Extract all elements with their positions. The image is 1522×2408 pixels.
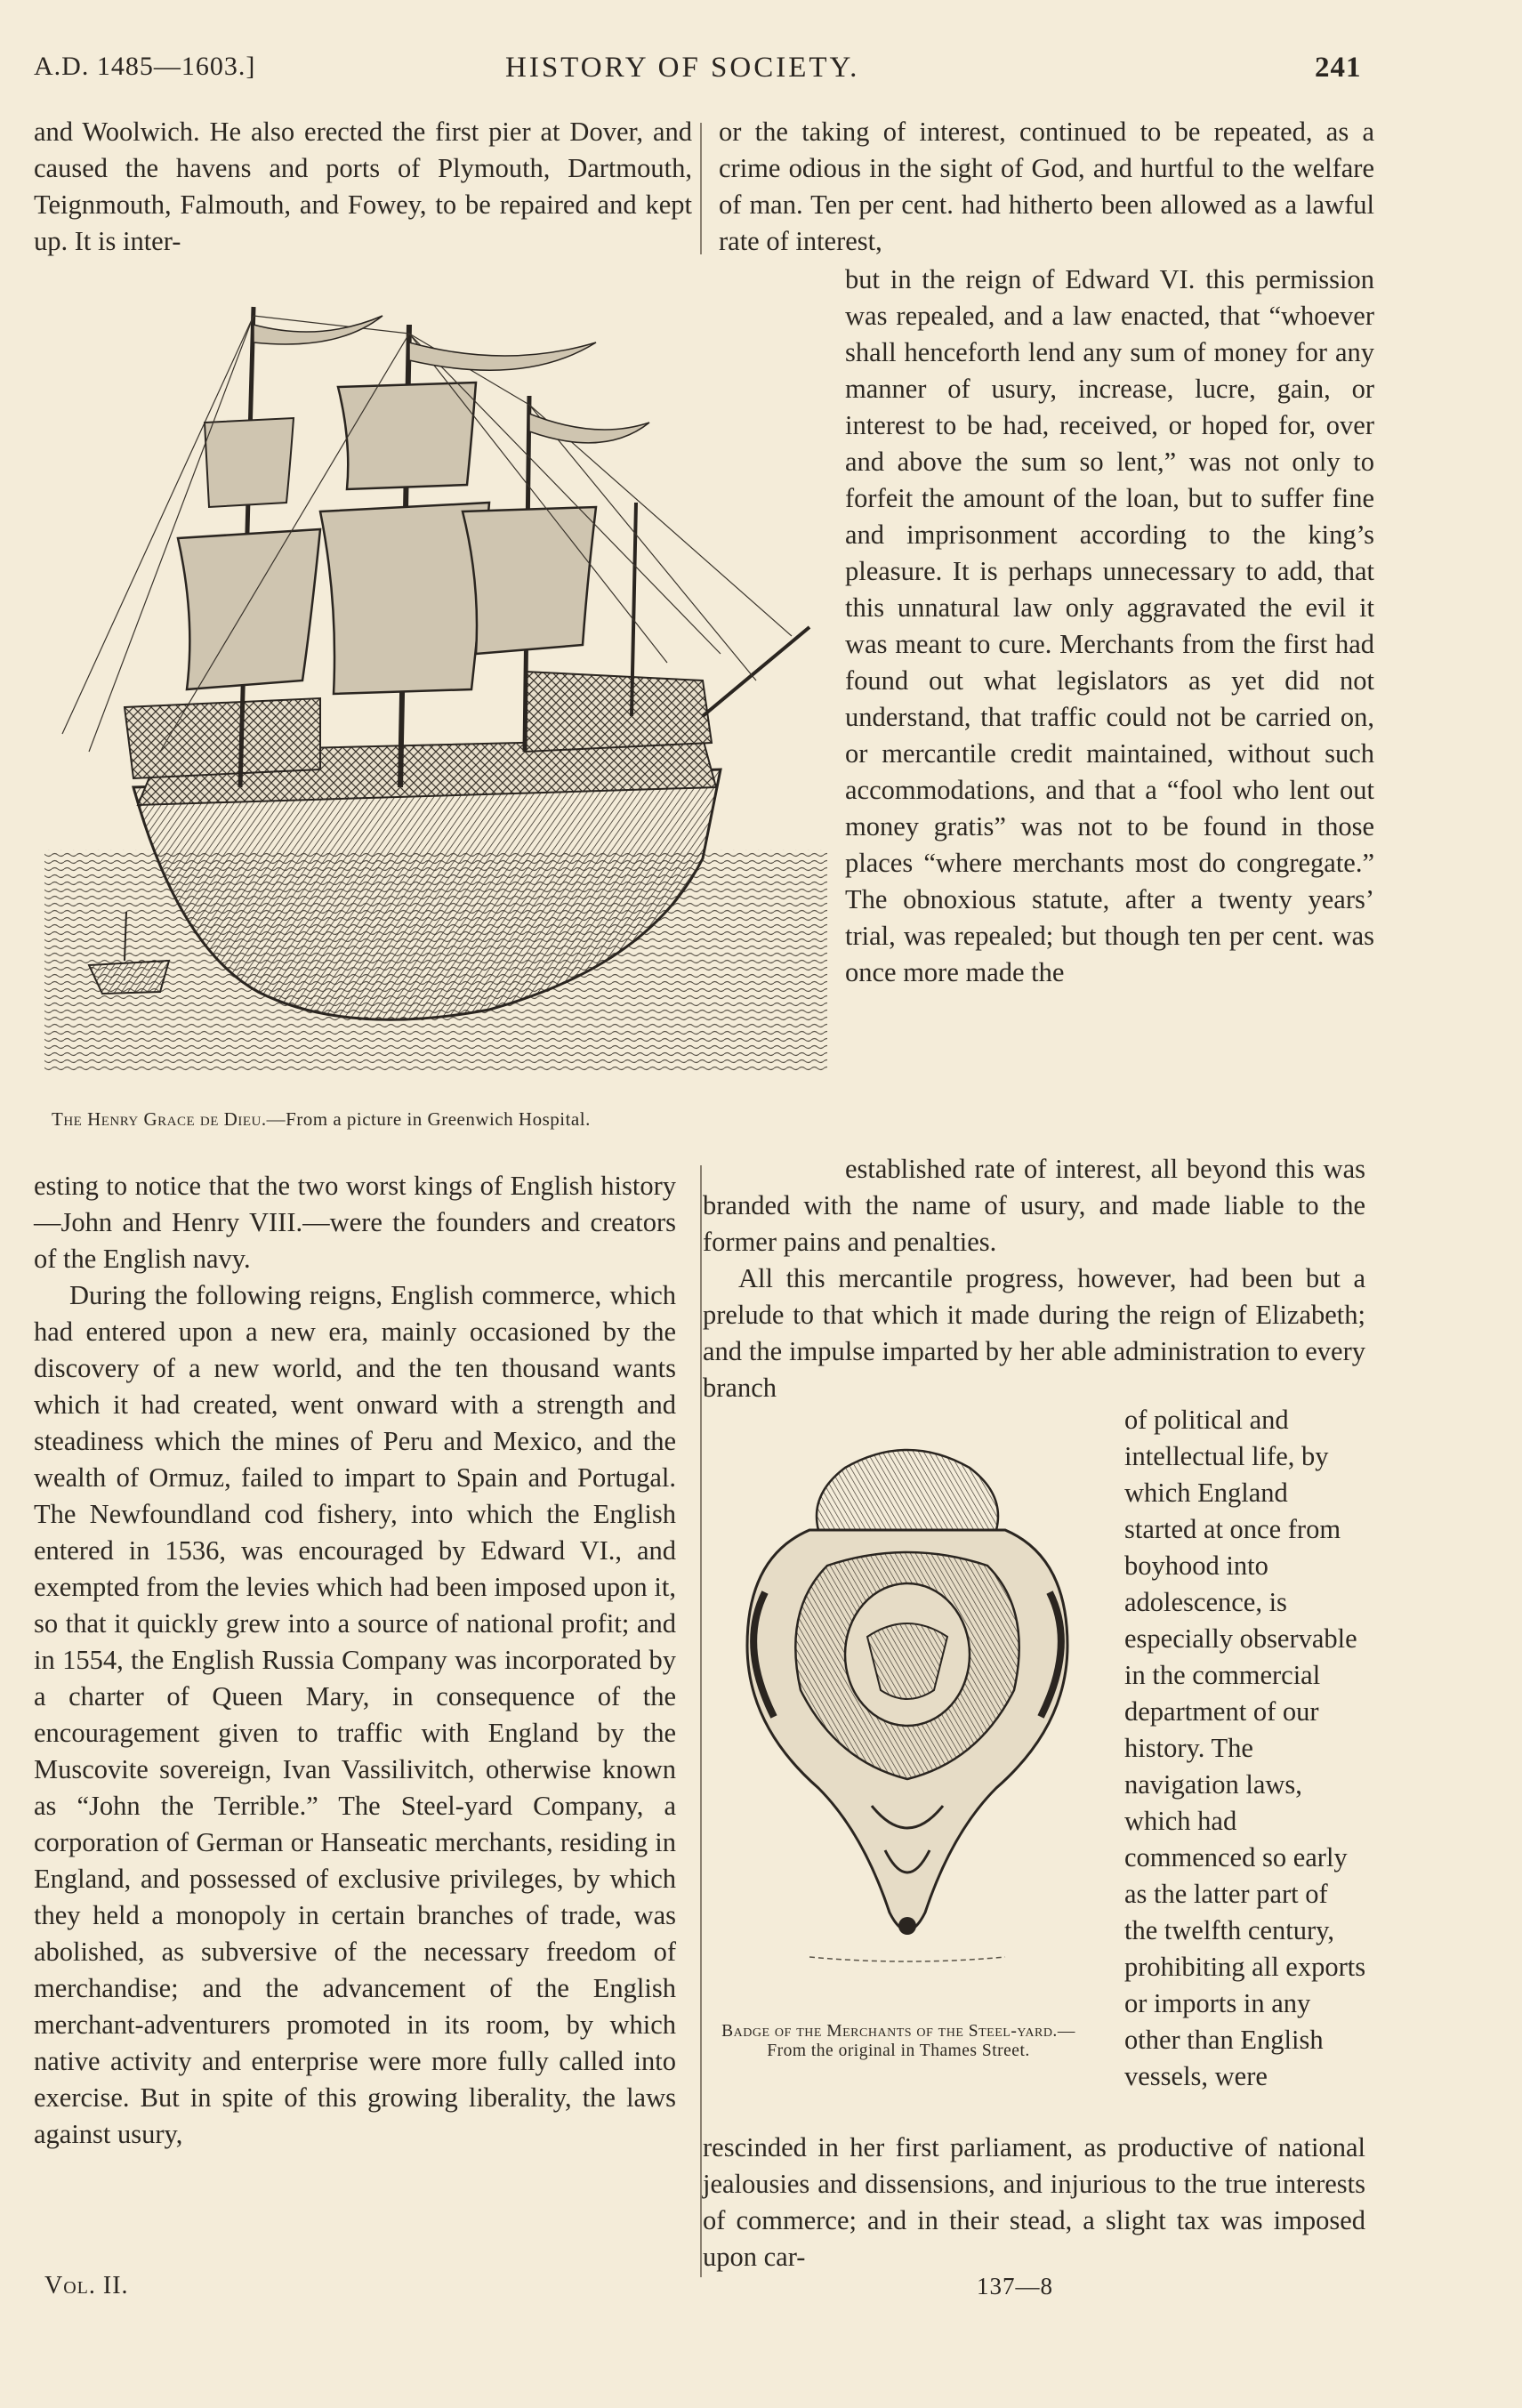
badge-caption-title: Badge of the Merchants of the Steel-yard. <box>721 2022 1058 2041</box>
right-column-bottom-text <box>703 2130 1365 2275</box>
ship-engraving <box>27 289 836 1090</box>
paragraph: All this mercantile progress, however, had been but a prelude to that which it made during the reign of Elizabeth; and the impulse imparted by her able administration to every branch <box>703 1263 1365 1403</box>
column-rule-middle <box>700 1165 702 2277</box>
badge-caption <box>703 2022 1094 2061</box>
right-column-top-text <box>719 114 1374 260</box>
ship-caption-source: —From a picture in Greenwich Hospital. <box>266 1108 591 1130</box>
paragraph: esting to notice that the two worst kings of English history—John and Henry VIII.—were the founders and creators of the English navy. <box>34 1171 676 1274</box>
right-narrow-text-1 <box>845 262 1374 991</box>
paragraph: of political and intellectual life, by which England started at once from boyhood into adolescence, is especially observable in the commercial department of our history. The navigation laws, which had commenced so early as the latter part of the twelfth century, prohibiting all exports or imports in any other than English vessels, were <box>1124 1405 1366 2091</box>
right-column-middle-text <box>703 1151 1365 1406</box>
volume-label: Vol. II. <box>44 2272 129 2299</box>
paragraph: established rate of interest, all beyond this was branded with the name of usury, and made liable to the former pains and penalties. <box>703 1154 1365 1257</box>
left-column-bottom-text <box>34 1168 676 2153</box>
ship-illustration <box>27 289 836 1090</box>
left-column-top-text <box>34 114 692 260</box>
steelyard-badge-illustration <box>712 1432 1103 1975</box>
badge-caption-source: —From the original in Thames Street. <box>767 2022 1075 2060</box>
paragraph: but in the reign of Edward VI. this permission was repealed, and a law enacted, that “whoever shall henceforth lend any sum of money for any manner of usury, increase, lucre, gain, or interest to be had, received, or hoped for, over and above the sum so lent,” was not only to forfeit the amount of the loan, but to suffer fine and imprisonment according to the king’s pleasure. It is perhaps unnecessary to add, that this unnatural law only aggravated the evil it was meant to cure. Merchants from the first had found out what legislators as yet did not understand, that traffic could not be carried on, or mercantile credit maintained, without such accommodations, and that a “fool who lent out money gratis” was not to be found in those places “where merchants most do congregate.” The obnoxious statute, after a twenty years’ trial, was repealed; but though ten per cent. was once more made the <box>845 264 1374 987</box>
paragraph: or the taking of interest, continued to be repeated, as a crime odious in the sight of God, and hurtful to the welfare of man. Ten per cent. had hitherto been allowed as a lawful rate of interest, <box>719 117 1374 256</box>
ship-caption-title: The Henry Grace de Dieu. <box>52 1108 267 1130</box>
header-date-range: A.D. 1485—1603.] <box>34 52 256 81</box>
signature-mark: 137—8 <box>977 2273 1053 2299</box>
ship-caption <box>52 1108 852 1130</box>
column-rule-top <box>700 123 702 254</box>
paragraph: and Woolwich. He also erected the first pier at Dover, and caused the havens and ports of Plymouth, Dartmouth, Teignmouth, Falmouth, and Fowey, to be repaired and kept up. It is inter- <box>34 117 692 256</box>
paragraph: rescinded in her first parliament, as productive of national jealousies and dissensions, and injurious to the true interests of commerce; and in their stead, a slight tax was imposed upon car- <box>703 2132 1365 2272</box>
paragraph: During the following reigns, English commerce, which had entered upon a new era, mainly occasioned by the discovery of a new world, and the ten thousand wants which it had created, went onward with a strength and steadiness which the mines of Peru and Mexico, and the wealth of Ormuz, failed to impart to Spain and Portugal. The Newfoundland cod fishery, into which the English entered in 1536, was encouraged by Edward VI., and exempted from the levies which had been imposed upon it, so that it quickly grew into a source of national profit; and in 1554, the English Russia Company was incorporated by a charter of Queen Mary, in consequence of the encouragement given to traffic with England by the Muscovite sovereign, Ivan Vassilivitch, otherwise known as “John the Terrible.” The Steel-yard Company, a corporation of German or Hanseatic merchants, residing in England, and possessed of exclusive privileges, by which they held a monopoly in certain branches of trade, was abolished, as subversive of the necessary freedom of merchandise; and the advancement of the English merchant-adventurers promoted in its room, by which native activity and enterprise were more fully called into exercise. But in spite of this growing liberality, the laws against usury, <box>34 1280 676 2149</box>
badge-engraving <box>712 1432 1103 1975</box>
header-title: HISTORY OF SOCIETY. <box>505 52 860 84</box>
right-narrow-text-2 <box>1124 1402 1366 2095</box>
page-number: 241 <box>1315 52 1362 84</box>
